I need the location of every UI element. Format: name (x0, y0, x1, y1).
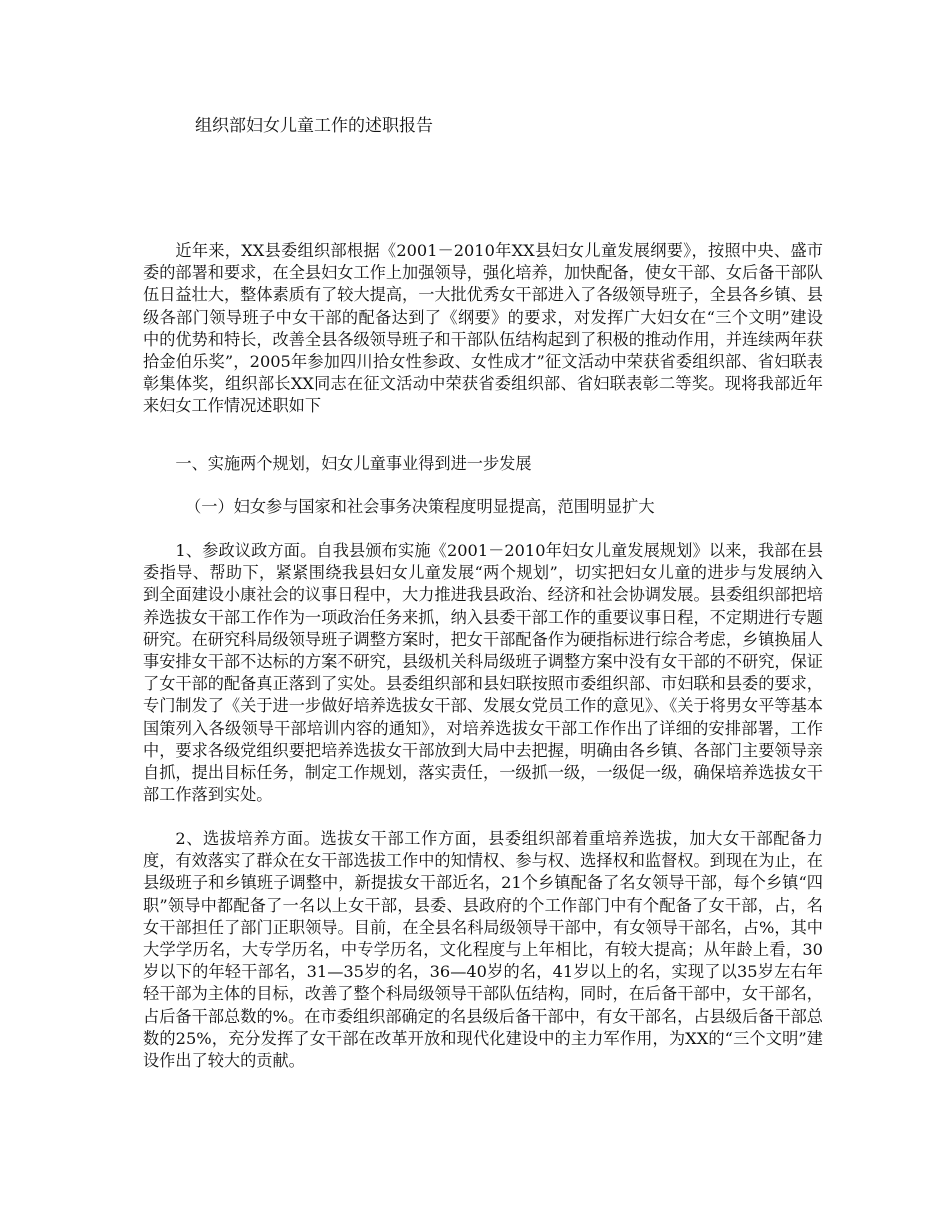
paragraph-participation: 1、参政议政方面。自我县颁布实施《2001－2010年妇女儿童发展规划》以来，我部在县委指导、帮助下，紧紧围绕我县妇女儿童发展“两个规划”，切实把妇女儿童的进步与发展纳入到全面建设小康社会的议事日程中，大力推进我县政治、经济和社会协调发展。县委组织部把培养选拔女干部工作作为一项政治任务来抓，纳入县委干部工作的重要议事日程，不定期进行专题研究。在研究科局级领导班子调整方案时，把女干部配备作为硬指标进行综合考虑，乡镇换届人事安排女干部不达标的方案不研究，县级机关科局级班子调整方案中没有女干部的不研究，保证了女干部的配备真正落到了实处。县委组织部和县妇联按照市委组织部、市妇联和县委的要求，专门制发了《关于进一步做好培养选拔女干部、发展女党员工作的意见》、《关于将男女平等基本国策列入各级领导干部培训内容的通知》，对培养选拔女干部工作作出了详细的安排部署，工作中，要求各级党组织要把培养选拔女干部放到大局中去把握，明确由各乡镇、各部门主要领导亲自抓，提出目标任务，制定工作规划，落实责任，一级抓一级，一级促一级，确保培养选拔女干部工作落到实处。 (143, 541, 823, 805)
intro-paragraph: 近年来，XX县委组织部根据《2001－2010年XX县妇女儿童发展纲要》，按照中央、盛市委的部署和要求，在全县妇女工作上加强领导，强化培养，加快配备，使女干部、女后备干部队伍日益壮大，整体素质有了较大提高，一大批优秀女干部进入了各级领导班子，全县各乡镇、县级各部门领导班子中女干部的配备达到了《纲要》的要求，对发挥广大妇女在“三个文明”建设中的优势和特长，改善全县各级领导班子和干部队伍结构起到了积极的推动作用，并连续两年获拾金伯乐奖”，2005年参加四川拾女性参政、女性成才”征文活动中荣获省委组织部、省妇联表彰集体奖，组织部长XX同志在征文活动中荣获省委组织部、省妇联表彰二等奖。现将我部近年来妇女工作情况述职如下 (143, 241, 823, 416)
paragraph-selection-training: 2、选拔培养方面。选拔女干部工作方面，县委组织部着重培养选拔，加大女干部配备力度，有效落实了群众在女干部选拔工作中的知情权、参与权、选择权和监督权。到现在为止，在县级班子和乡镇班子调整中，新提拔女干部近名，21个乡镇配备了名女领导干部，每个乡镇“四职”领导中都配备了一名以上女干部，县委、县政府的个工作部门中有个配备了女干部，占，名女干部担任了部门正职领导。目前，在全县名科局级领导干部中，有女领导干部名，占%，其中大学学历名，大专学历名，中专学历名，文化程度与上年相比，有较大提高；从年龄上看，30岁以下的年轻干部名，31—35岁的名，36—40岁的名，41岁以上的名，实现了以35岁左右年轻干部为主体的目标，改善了整个科局级领导干部队伍结构，同时，在后备干部中，女干部名，占后备干部总数的%。在市委组织部确定的名县级后备干部中，有女干部名，占县级后备干部总数的25%，充分发挥了女干部在改革开放和现代化建设中的主力军作用，为XX的“三个文明”建设作出了较大的贡献。 (143, 829, 823, 1071)
section-heading-1: 一、实施两个规划，妇女儿童事业得到进一步发展 (175, 454, 532, 473)
subsection-heading-1-1: （一）妇女参与国家和社会事务决策程度明显提高，范围明显扩大 (185, 497, 655, 516)
document-title: 组织部妇女儿童工作的述职报告 (195, 116, 433, 136)
